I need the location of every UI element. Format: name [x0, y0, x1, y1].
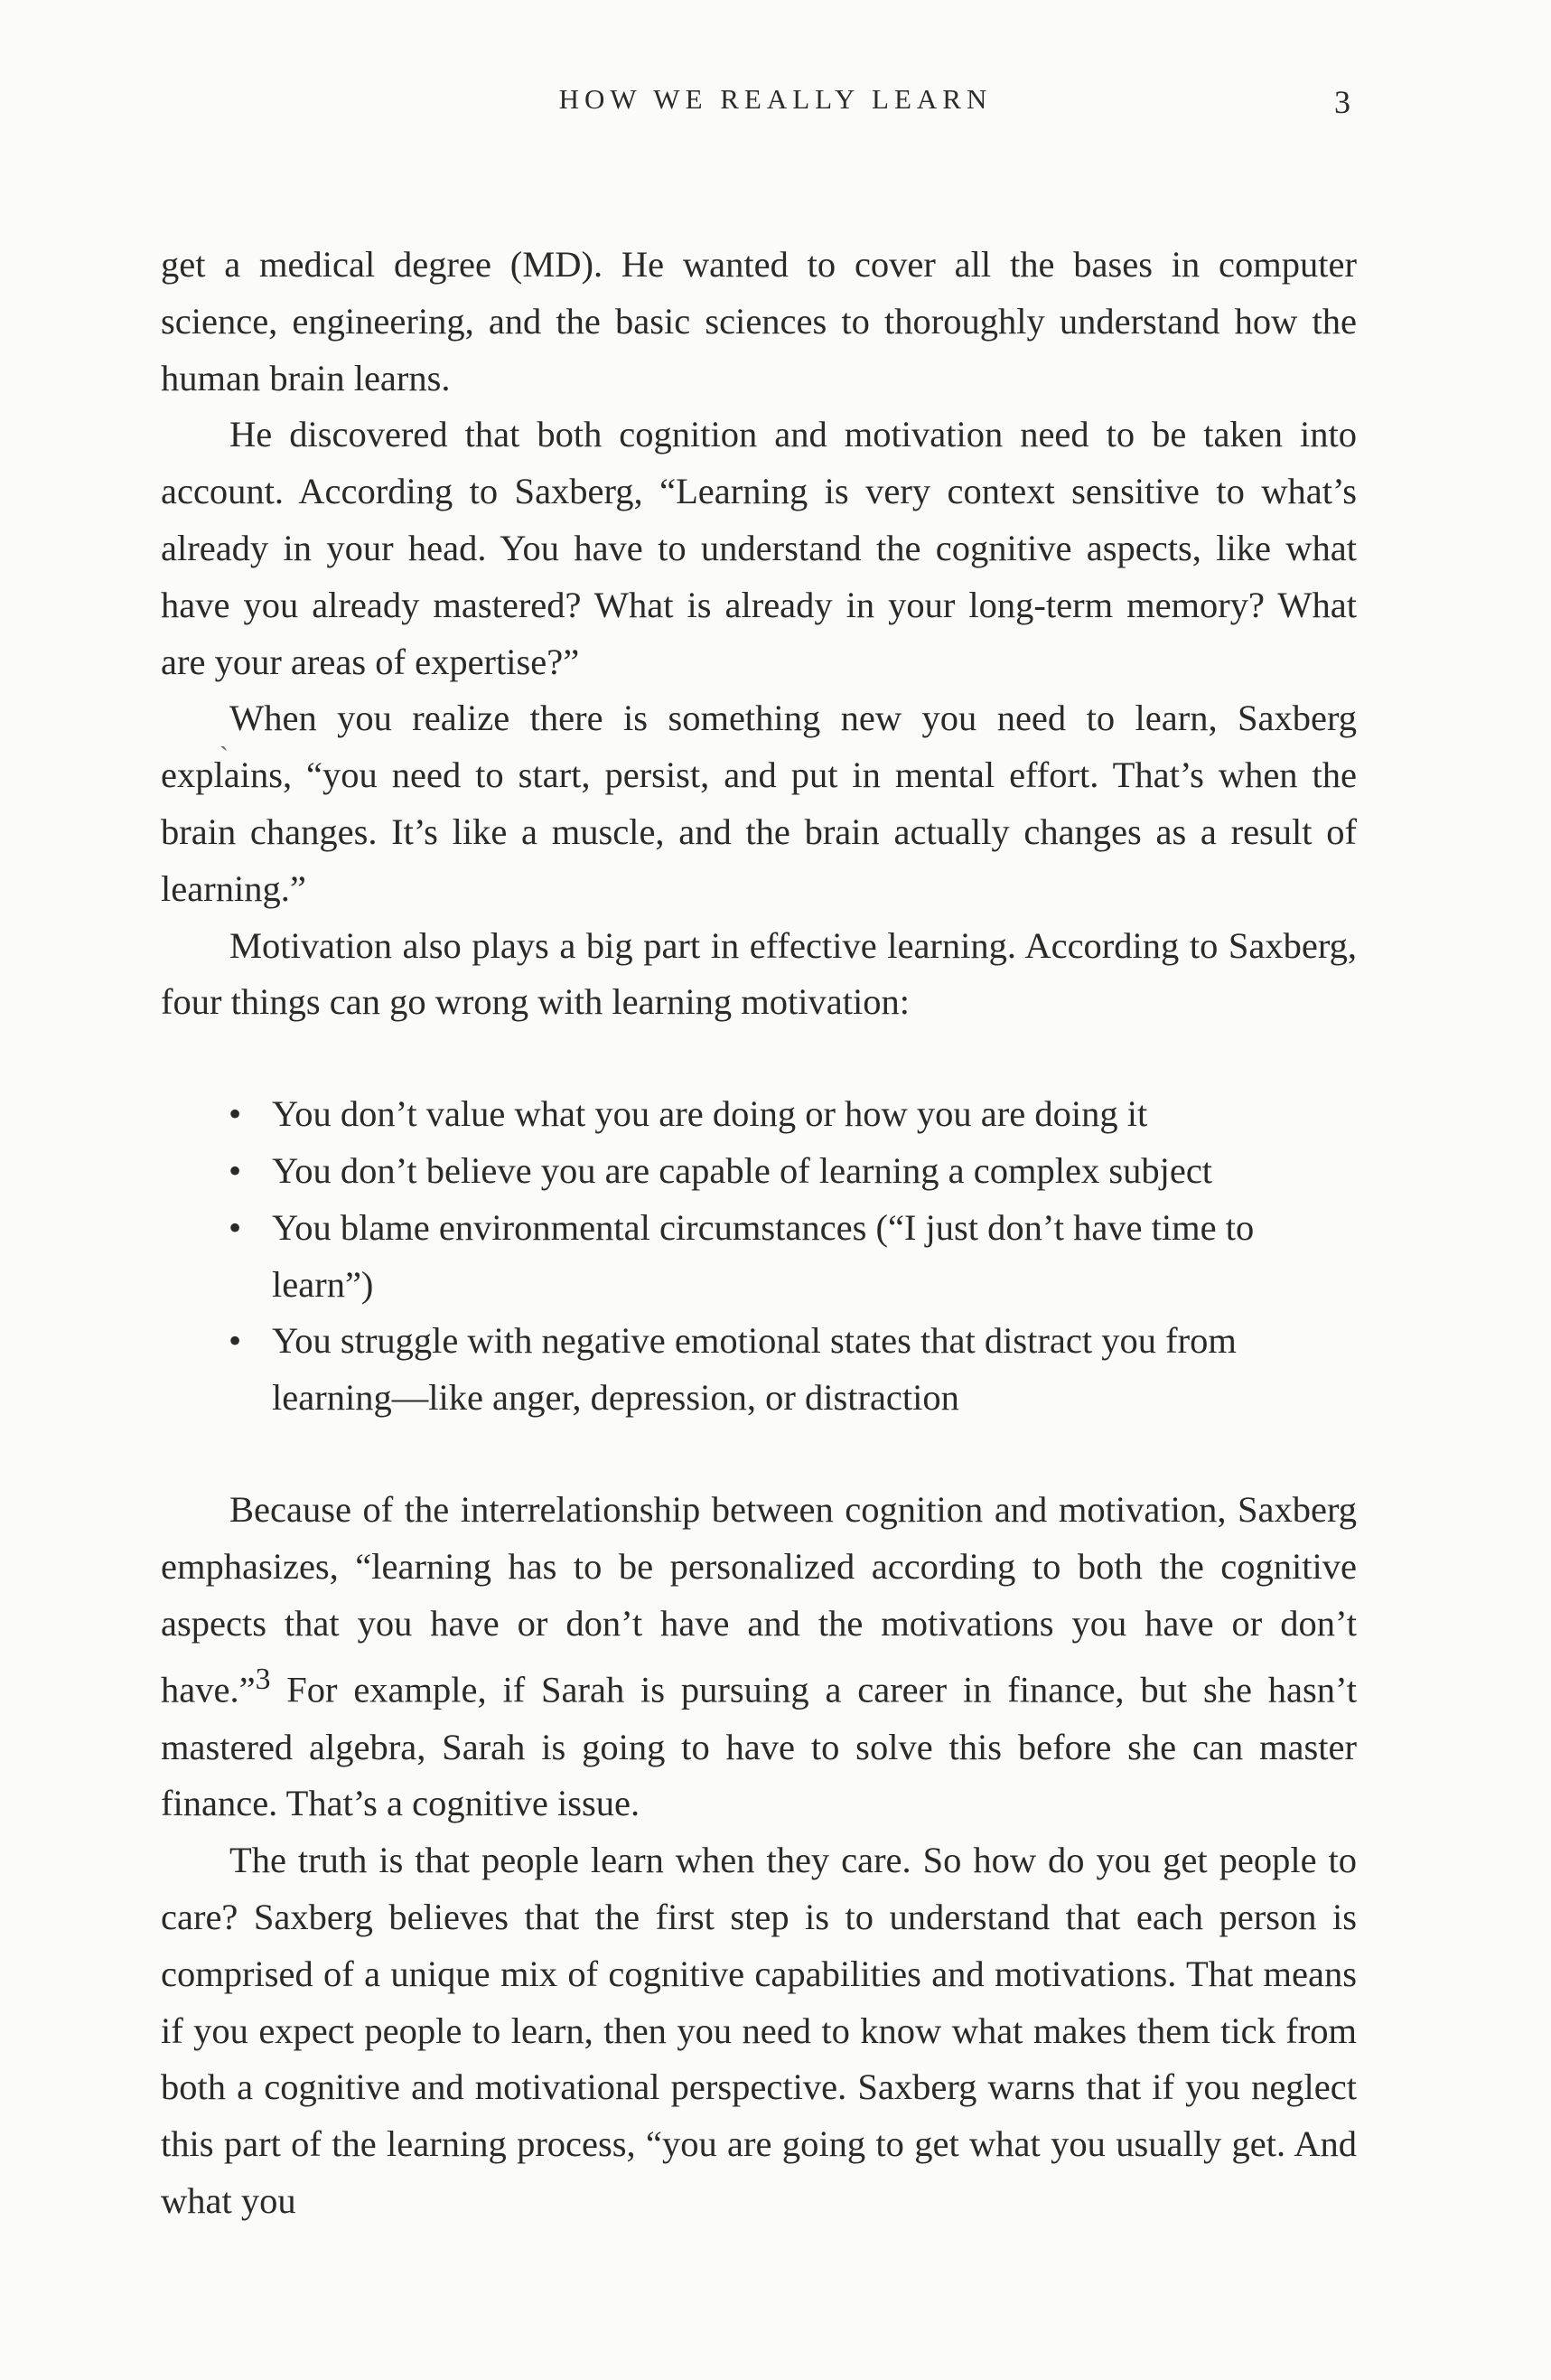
- bullet-icon: •: [229, 1149, 242, 1191]
- bullet-text: You blame environmental circumstances (“I just don’t have time to learn”): [272, 1206, 1255, 1305]
- body-text: [161, 237, 1357, 2230]
- paragraph: [161, 1482, 1357, 1832]
- paragraph-text: Because of the interrelationship between cognition and motivation, Saxberg emphasizes, “learning has to be personalized according to both the cognitive aspects that you have or don’t have and the motivations you have or don’t have.”: [161, 1488, 1357, 1710]
- bullet-item: [229, 1200, 1357, 1314]
- bullet-text: You don’t believe you are capable of learning a complex subject: [272, 1149, 1213, 1191]
- paragraph: Motivation also plays a big part in effective learning. According to Saxberg, four things can go wrong with learning motivation:: [161, 924, 1357, 1023]
- bullet-icon: •: [229, 1320, 242, 1362]
- paragraph-continued: get a medical degree (MD). He wanted to cover all the bases in computer science, engineering, and the basic sciences to thoroughly understand how the human brain learns.: [161, 244, 1357, 398]
- bullet-list: [161, 1086, 1357, 1427]
- stray-pen-mark: ˏ: [220, 721, 229, 751]
- bullet-icon: •: [229, 1206, 242, 1248]
- paragraph: When you realize there is something new you need to learn, Saxberg explains, “you need to start, persist, and put in mental effort. That’s when the brain changes. It’s like a muscle, and the brain actually changes as a result of learning.”: [161, 698, 1357, 909]
- bullet-item: [229, 1143, 1357, 1200]
- footnote-marker: 3: [255, 1663, 271, 1697]
- bullet-text: You struggle with negative emotional states that distract you from learning—like anger, depression, or distraction: [272, 1320, 1237, 1419]
- bullet-text: You don’t value what you are doing or how you are doing it: [272, 1093, 1148, 1135]
- bullet-item: [229, 1313, 1357, 1427]
- running-head: HOW WE REALLY LEARN: [558, 83, 993, 115]
- bullet-icon: •: [229, 1093, 242, 1135]
- page-number: 3: [1334, 84, 1350, 120]
- bullet-item: [229, 1086, 1357, 1143]
- paragraph: The truth is that people learn when they care. So how do you get people to care? Saxberg believes that the first step is to understand that each person is comprised of a unique mix of cognitive capabilities and motivations. That means if you expect people to learn, then you need to know what makes them tick from both a cognitive and motivational perspective. Saxberg warns that if you neglect this part of the learning process, “you are going to get what you usually get. And what you: [161, 1840, 1357, 2221]
- paragraph: He discovered that both cognition and motivation need to be taken into account. According to Saxberg, “Learning is very context sensitive to what’s already in your head. You have to understand the cognitive aspects, like what have you already mastered? What is already in your long-term memory? What are your areas of expertise?”: [161, 414, 1357, 682]
- paragraph-text: For example, if Sarah is pursuing a career in finance, but she hasn’t mastered algebra, Sarah is going to have to solve this before she can master finance. That’s a cognitive issue.: [161, 1669, 1357, 1824]
